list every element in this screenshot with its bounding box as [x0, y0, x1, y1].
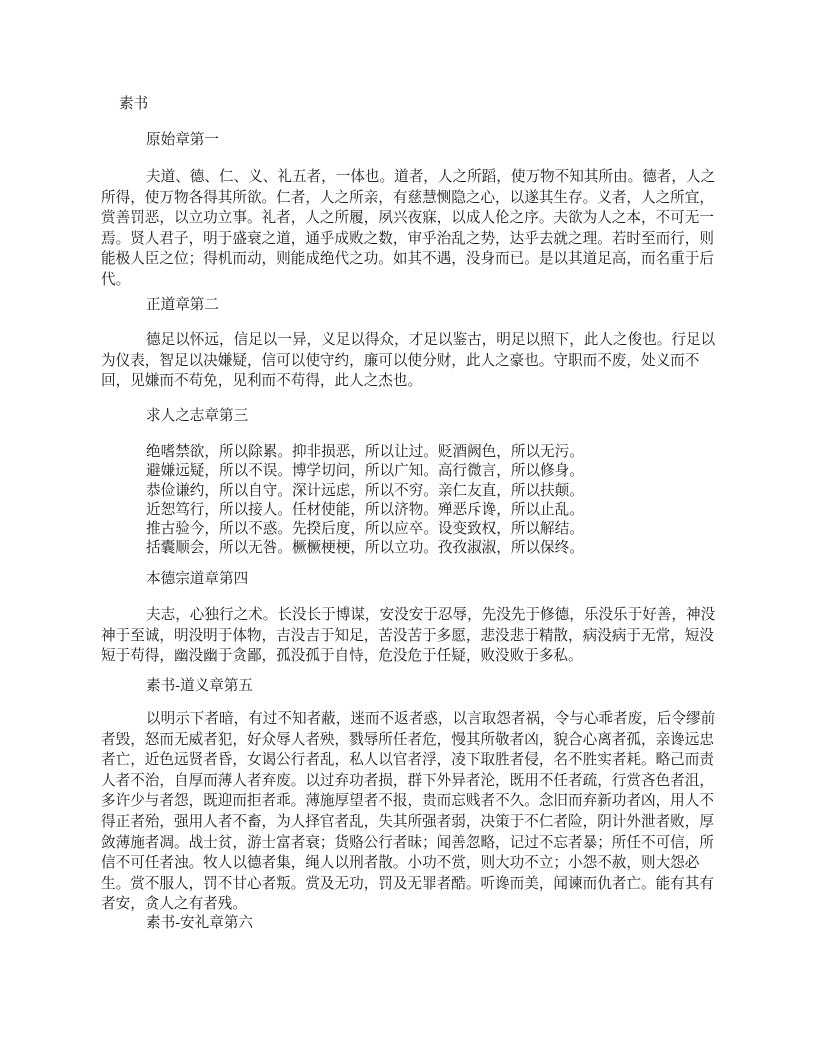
- section-heading-chapter-3: 求人之志章第三: [146, 408, 249, 424]
- section-paragraph-chapter-1: 夫道、德、仁、义、礼五者，一体也。道者，人之所蹈，使万物不知其所由。德者，人之所得，使万物各得其所欲。仁者，人之所亲，有慈慧恻隐之心，以遂其生存。义者，人之所宜，赏善罚恶，以立功立事。礼者，人之所履，夙兴夜寐，以成人伦之序。夫欲为人之本，不可无一焉。贤人君子，明于盛衰之道，通乎成败之数，审乎治乱之势，达乎去就之理。若时至而行，则能极人臣之位；得机而动，则能成绝代之功。如其不遇，没身而已。是以其道足高，而名重于后代。: [101, 169, 716, 288]
- verse-line: 避嫌远疑，所以不误。博学切问，所以广知。高行微言，所以修身。: [146, 463, 584, 480]
- section-heading-chapter-2: 正道章第二: [146, 297, 219, 313]
- verse-line: 恭俭谦约，所以自守。深计远虑，所以不穷。亲仁友直，所以扶颠。: [146, 482, 584, 499]
- verse-line: 括囊顺会，所以无咎。橛橛梗梗，所以立功。孜孜淑淑，所以保终。: [146, 540, 584, 557]
- section-heading-chapter-6: 素书-安礼章第六: [146, 915, 254, 931]
- verse-line: 推古验今，所以不惑。先揆后度，所以应卒。设变致权，所以解结。: [146, 521, 584, 538]
- document-title: 素书: [119, 96, 149, 112]
- section-heading-chapter-1: 原始章第一: [146, 132, 219, 148]
- section-heading-chapter-4: 本德宗道章第四: [146, 571, 249, 587]
- verse-line: 绝嗜禁欲，所以除累。抑非损恶，所以让过。贬酒阙色，所以无污。: [146, 444, 584, 460]
- section-paragraph-chapter-2: 德足以怀远，信足以一异，义足以得众，才足以鉴古，明足以照下，此人之俊也。行足以为仪表，智足以决嫌疑，信可以使守约，廉可以使分财，此人之豪也。守职而不废，处义而不回，见嫌而不苟免，见利而不苟得，此人之杰也。: [101, 332, 716, 390]
- section-verse-chapter-3: [101, 443, 716, 559]
- verse-line: 近恕笃行，所以接人。任材使能，所以济物。殚恶斥谗，所以止乱。: [146, 501, 584, 518]
- section-heading-chapter-5: 素书-道义章第五: [146, 678, 254, 694]
- section-paragraph-chapter-5: 以明示下者暗，有过不知者蔽，迷而不返者惑，以言取怨者祸，令与心乖者废，后令缪前者毁，怒而无威者犯，好众辱人者殃，戮辱所任者危，慢其所敬者凶，貌合心离者孤，亲谗远忠者亡，近色远贤者昏，女谒公行者乱，私人以官者浮，凌下取胜者侵，名不胜实者耗。略己而责人者不治，自厚而薄人者弃废。以过弃功者损，群下外异者沦，既用不任者疏，行赏吝色者沮，多许少与者怨，既迎而拒者乖。薄施厚望者不报，贵而忘贱者不久。念旧而弃新功者凶，用人不得正者殆，强用人者不畜，为人择官者乱，失其所强者弱，决策于不仁者险，阴计外泄者败，厚敛薄施者凋。战士贫，游士富者衰；货赂公行者昧；闻善忽略，记过不忘者暴；所任不可信，所信不可任者浊。牧人以德者集，绳人以刑者散。小功不赏，则大功不立；小怨不赦，则大怨必生。赏不服人，罚不甘心者叛。赏及无功，罚及无罪者酷。听谗而美，闻谏而仇者亡。能有其有者安，贪人之有者残。: [101, 711, 716, 913]
- section-paragraph-chapter-4: 夫志，心独行之术。长没长于博谋，安没安于忍辱，先没先于修德，乐没乐于好善，神没神于至诚，明没明于体物，吉没吉于知足，苦没苦于多愿，悲没悲于精散，病没病于无常，短没短于苟得，幽没幽于贪鄙，孤没孤于自恃，危没危于任疑，败没败于多私。: [101, 607, 716, 665]
